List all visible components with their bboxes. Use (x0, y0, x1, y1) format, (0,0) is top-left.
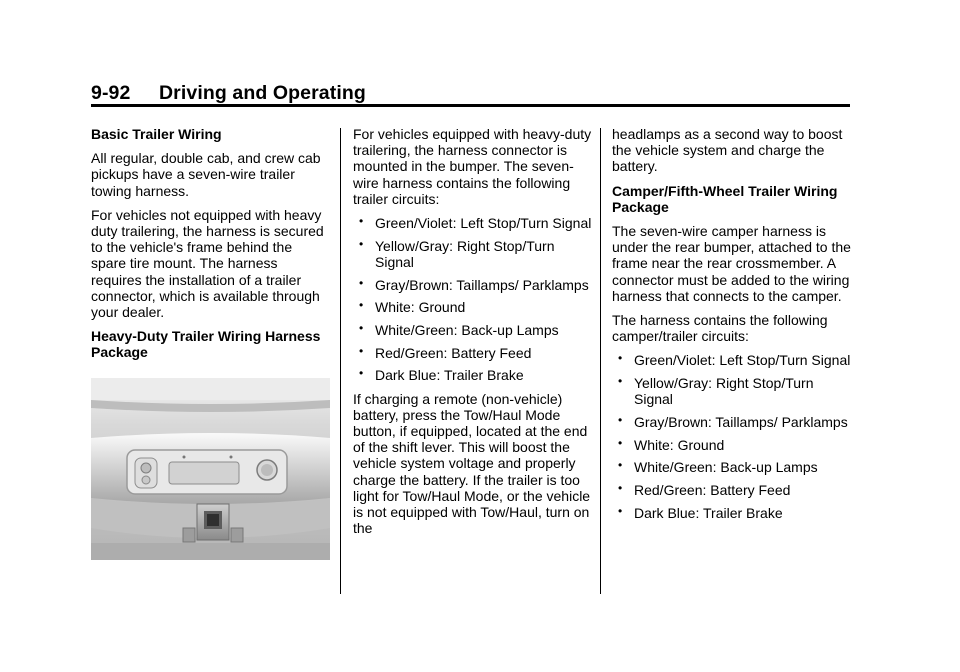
rear-bumper-trailer-hitch-photo (91, 378, 330, 560)
heading-heavy-duty-harness: Heavy-Duty Trailer Wiring Harness Package (91, 328, 321, 361)
list-item: • Green/Violet: Left Stop/Turn Signal (353, 215, 593, 231)
paragraph: All regular, double cab, and crew cab pickups have a seven-wire trailer towing harness. (91, 150, 321, 199)
list-item: • Dark Blue: Trailer Brake (612, 505, 852, 521)
list-item: • White: Ground (612, 437, 852, 453)
list-item: • Red/Green: Battery Feed (353, 345, 593, 361)
column-divider-2 (600, 128, 601, 594)
list-item: • Yellow/Gray: Right Stop/Turn Signal (612, 375, 852, 407)
list-item: • Dark Blue: Trailer Brake (353, 367, 593, 383)
list-item: • White: Ground (353, 299, 593, 315)
circuit-list (353, 215, 593, 384)
header-rule (91, 104, 850, 107)
paragraph: For vehicles not equipped with heavy duty trailering, the harness is secured to the vehicle's frame behind the spare tire mount. The harness requires the installation of a trailer connector, which is available through your dealer. (91, 206, 324, 321)
circuit-list (612, 352, 852, 521)
heading-camper-harness: Camper/Fifth-Wheel Trailer Wiring Package (612, 182, 838, 215)
list-item: • Red/Green: Battery Feed (612, 482, 852, 498)
list-item: • Gray/Brown: Taillamps/ Parklamps (353, 277, 593, 293)
list-item: • White/Green: Back-up Lamps (612, 459, 852, 475)
column-1 (91, 126, 331, 369)
paragraph: For vehicles equipped with heavy-duty trailering, the harness connector is mounted in the bumper. The seven-wire harness contains the following trailer circuits: (353, 126, 592, 207)
list-item: • Gray/Brown: Taillamps/ Parklamps (612, 414, 852, 430)
section-title: Driving and Operating (159, 82, 366, 104)
paragraph: The seven-wire camper harness is under the rear bumper, attached to the frame near the rear crossmember. A connector must be added to the wiring harness that connects to the camper. (612, 223, 851, 304)
column-3 (612, 126, 852, 528)
column-divider-1 (340, 128, 341, 594)
heading-basic-trailer-wiring: Basic Trailer Wiring (91, 126, 222, 142)
list-item: • Yellow/Gray: Right Stop/Turn Signal (353, 238, 593, 270)
page-number: 9-92 (91, 82, 131, 104)
column-2 (353, 126, 593, 544)
paragraph: If charging a remote (non-vehicle) battery, press the Tow/Haul Mode button, if equipped, located at the end of the shift lever. This will boost the vehicle system voltage and properly charge the battery. If the trailer is too light for Tow/Haul Mode, or the vehicle is not equipped with Tow/Haul, turn on the (353, 390, 591, 537)
paragraph: headlamps as a second way to boost the vehicle system and charge the battery. (612, 126, 843, 175)
page-header (91, 82, 366, 105)
paragraph: The harness contains the following camper/trailer circuits: (612, 312, 828, 345)
list-item: • White/Green: Back-up Lamps (353, 322, 593, 338)
list-item: • Green/Violet: Left Stop/Turn Signal (612, 352, 852, 368)
